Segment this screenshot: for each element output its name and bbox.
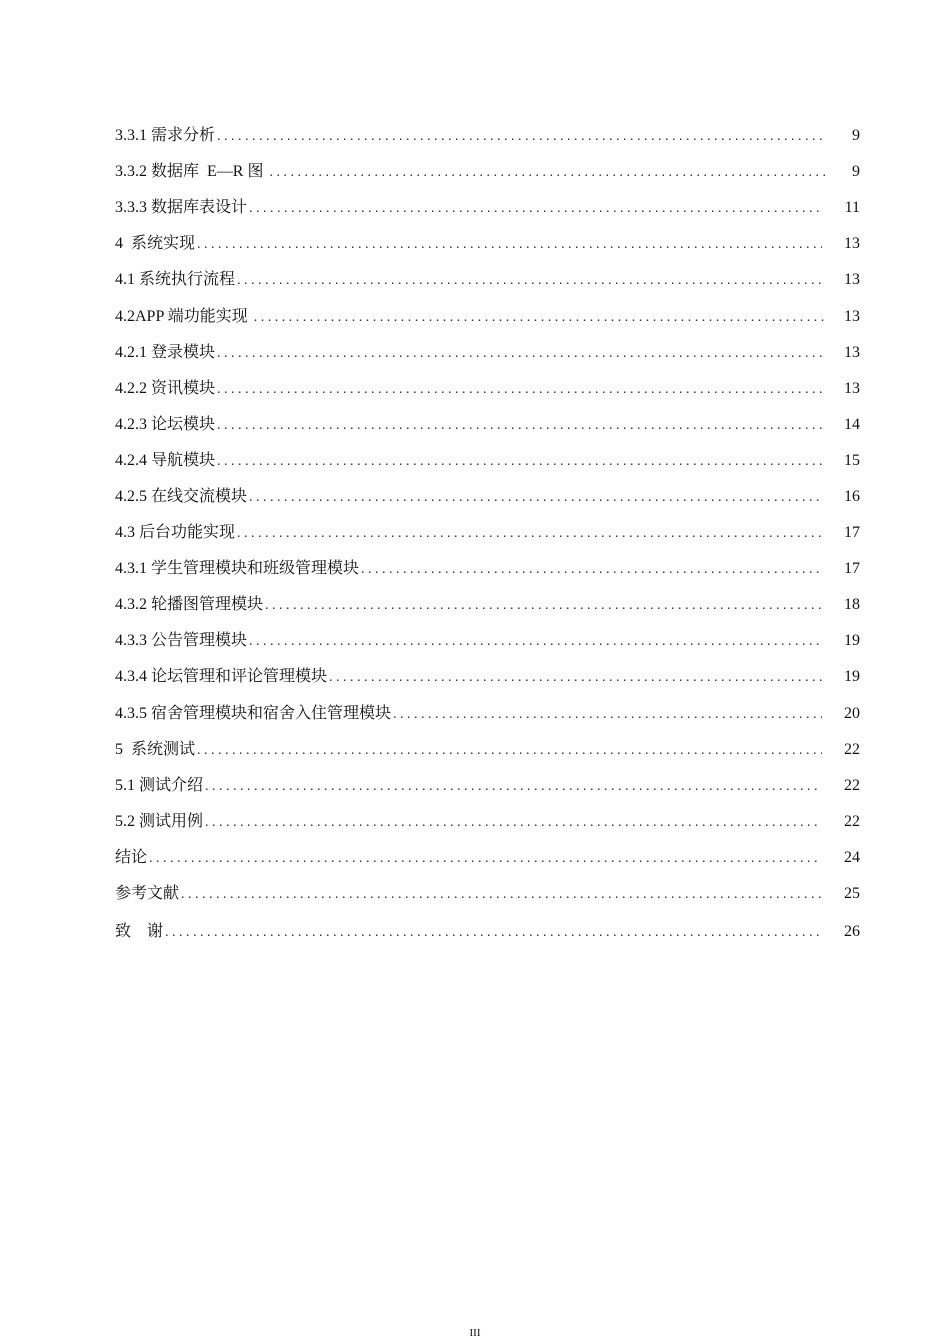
toc-entry-page: 17: [822, 557, 860, 581]
toc-entry[interactable]: [115, 479, 860, 515]
toc-entry-page: 13: [822, 232, 860, 256]
dot-leader: [205, 775, 822, 799]
toc-entry-page: 13: [822, 341, 860, 365]
toc-entry-page: 19: [822, 629, 860, 653]
toc-entry-title: 3.3.3 数据库表设计: [115, 196, 249, 220]
toc-entry-page: 15: [822, 449, 860, 473]
toc-entry-title: 4.3.2 轮播图管理模块: [115, 593, 265, 617]
dot-leader: [217, 450, 822, 474]
toc-entry[interactable]: [115, 768, 860, 804]
toc-entry-title: 5.1 测试介绍: [115, 774, 205, 798]
toc-entry-page: 22: [822, 810, 860, 834]
toc-entry[interactable]: [115, 804, 860, 840]
toc-entry-title: 3.3.1 需求分析: [115, 124, 217, 148]
toc-entry-title: 4.2.1 登录模块: [115, 341, 217, 365]
toc-entry[interactable]: [115, 551, 860, 587]
toc-entry-page: 16: [822, 485, 860, 509]
dot-leader: [181, 883, 822, 907]
toc-entry[interactable]: [115, 696, 860, 732]
dot-leader: [197, 233, 822, 257]
toc-entry-page: 14: [822, 413, 860, 437]
toc-entry[interactable]: [115, 154, 860, 190]
toc-entry-page: 20: [822, 702, 860, 726]
dot-leader: [205, 811, 822, 835]
toc-entry-page: 24: [822, 846, 860, 870]
dot-leader: [217, 378, 822, 402]
dot-leader: [249, 197, 822, 221]
toc-entry-page: 9: [822, 124, 860, 148]
toc-entry[interactable]: [115, 335, 860, 371]
toc-entry[interactable]: [115, 262, 860, 298]
toc-entry-page: 26: [822, 920, 860, 944]
dot-leader: [149, 847, 822, 871]
dot-leader: [217, 414, 822, 438]
dot-leader: [361, 558, 822, 582]
toc-entry-title: 致 谢: [115, 920, 165, 944]
dot-leader: [165, 921, 822, 945]
dot-leader: [217, 125, 822, 149]
toc-entry[interactable]: [115, 840, 860, 876]
toc-entry-title: 4.3.5 宿舍管理模块和宿舍入住管理模块: [115, 702, 393, 726]
toc-entry[interactable]: [115, 226, 860, 262]
toc-entry-title: 4.2APP 端功能实现: [115, 305, 254, 329]
toc-entry[interactable]: [115, 371, 860, 407]
toc-entry-page: 11: [822, 196, 860, 220]
dot-leader: [329, 666, 822, 690]
toc-entry-page: 25: [822, 882, 860, 906]
toc-entry[interactable]: [115, 190, 860, 226]
toc-entry-title: 4.3.3 公告管理模块: [115, 629, 249, 653]
dot-leader: [197, 739, 822, 763]
toc-entry-page: 9: [828, 160, 860, 184]
dot-leader: [237, 269, 822, 293]
toc-entry-title: 5.2 测试用例: [115, 810, 205, 834]
toc-entry-page: 22: [822, 738, 860, 762]
table-of-contents: [115, 118, 860, 952]
toc-entry-page: 19: [822, 665, 860, 689]
toc-entry-page: 13: [828, 305, 860, 329]
dot-leader: [265, 594, 822, 618]
toc-entry-page: 17: [822, 521, 860, 545]
toc-entry[interactable]: [115, 407, 860, 443]
toc-entry[interactable]: [115, 587, 860, 623]
toc-entry[interactable]: [115, 876, 860, 912]
toc-entry-title: 参考文献: [115, 882, 181, 906]
toc-entry-title: 4.3.4 论坛管理和评论管理模块: [115, 665, 329, 689]
toc-entry-title: 4.1 系统执行流程: [115, 268, 237, 292]
toc-entry[interactable]: [115, 912, 860, 952]
toc-entry[interactable]: [115, 659, 860, 695]
toc-entry-title: 结论: [115, 846, 149, 870]
toc-entry-title: 4.2.3 论坛模块: [115, 413, 217, 437]
toc-entry[interactable]: [115, 515, 860, 551]
toc-entry-title: 4 系统实现: [115, 232, 197, 256]
toc-entry-title: 4.3.1 学生管理模块和班级管理模块: [115, 557, 361, 581]
dot-leader: [237, 522, 822, 546]
toc-entry-page: 18: [822, 593, 860, 617]
dot-leader: [249, 630, 822, 654]
toc-entry-page: 13: [822, 377, 860, 401]
toc-entry[interactable]: [115, 298, 860, 334]
toc-entry-title: 4.2.2 资讯模块: [115, 377, 217, 401]
toc-entry-title: 4.2.5 在线交流模块: [115, 485, 249, 509]
dot-leader: [249, 486, 822, 510]
page-number-footer: III: [469, 1327, 481, 1339]
dot-leader: [254, 306, 828, 330]
toc-entry[interactable]: [115, 623, 860, 659]
toc-entry-title: 5 系统测试: [115, 738, 197, 762]
toc-entry[interactable]: [115, 732, 860, 768]
toc-entry-title: 4.3 后台功能实现: [115, 521, 237, 545]
toc-entry-page: 22: [822, 774, 860, 798]
dot-leader: [269, 161, 828, 185]
dot-leader: [393, 703, 822, 727]
toc-entry-page: 13: [822, 268, 860, 292]
toc-entry[interactable]: [115, 118, 860, 154]
toc-entry-title: 3.3.2 数据库 E—R 图: [115, 160, 269, 184]
toc-entry[interactable]: [115, 443, 860, 479]
toc-entry-title: 4.2.4 导航模块: [115, 449, 217, 473]
dot-leader: [217, 342, 822, 366]
